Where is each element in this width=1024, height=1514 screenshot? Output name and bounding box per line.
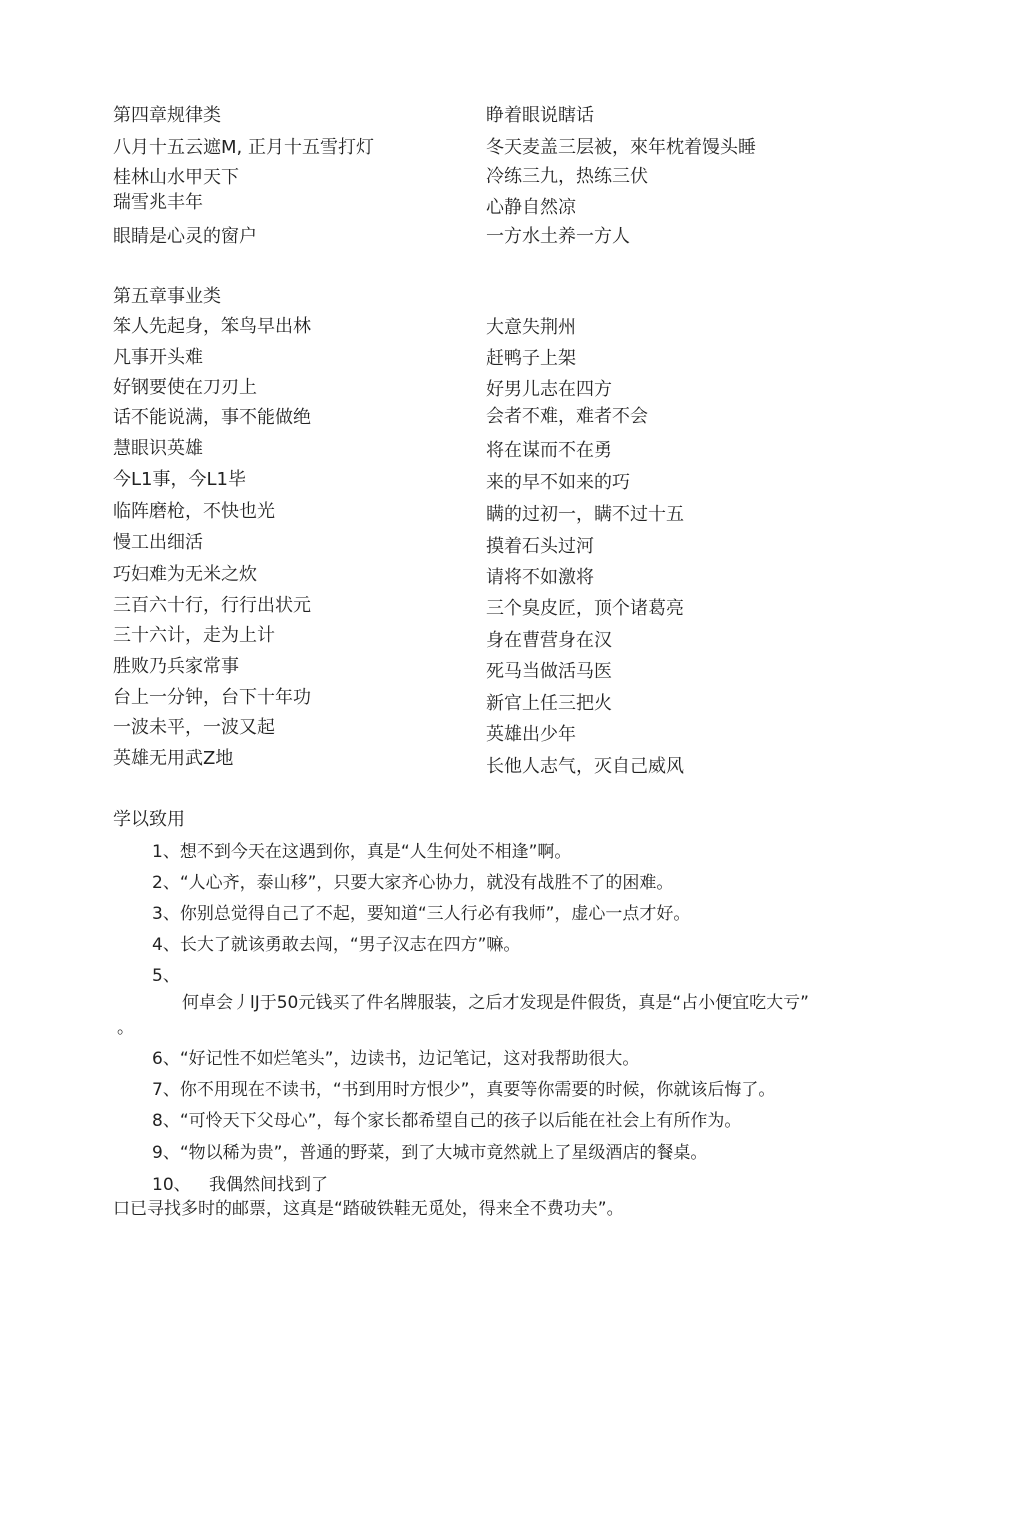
exercise-item: 8、“可怜天下父母心”，每个家长都希望自己的孩子以后能在社会上有所作为。 [152, 1111, 742, 1131]
proverb-item: 睁着眼说瞎话 [486, 105, 594, 126]
proverb-item: 三十六计，走为上计 [113, 625, 275, 646]
exercise-heading: 学以致用 [113, 809, 185, 830]
exercise-item: 口已寻找多时的邮票，这真是“踏破铁鞋无觅处，得来全不费功夫”。 [113, 1199, 624, 1219]
proverb-item: 桂林山水甲天下 [113, 167, 239, 188]
exercise-item: 何卓会丿lJ于50元钱买了件名牌服装，之后才发现是件假货，真是“占小便宜吃大亏” [182, 993, 809, 1013]
proverb-item: 三个臭皮匠，顶个诸葛亮 [486, 598, 684, 619]
chapter5-heading: 第五章事业类 [113, 286, 221, 307]
proverb-item: 慢工出细活 [113, 532, 203, 553]
proverb-item: 笨人先起身，笨鸟早出林 [113, 316, 311, 337]
proverb-item: 话不能说满，事不能做绝 [113, 407, 311, 428]
proverb-item: 心静自然凉 [486, 197, 576, 218]
proverb-item: 摸着石头过河 [486, 536, 594, 557]
exercise-item: 1、想不到今天在这遇到你，真是“人生何处不相逢”啊。 [152, 842, 572, 862]
proverb-item: 英雄无用武Z地 [113, 748, 234, 769]
proverb-item: 来的早不如来的巧 [486, 472, 630, 493]
proverb-item: 三百六十行，行行出状元 [113, 595, 311, 616]
proverb-item: 会者不难，难者不会 [486, 406, 648, 427]
exercise-item: 我偶然间找到了 [209, 1175, 328, 1195]
proverb-item: 八月十五云遮M, 正月十五雪打灯 [113, 137, 374, 158]
proverb-item: 一方水土养一方人 [486, 226, 630, 247]
exercise-item-end: 。 [117, 1018, 134, 1038]
exercise-number: 10、 [152, 1175, 191, 1195]
proverb-item: 冷练三九，热练三伏 [486, 166, 648, 187]
exercise-item: 9、“物以稀为贵”，普通的野菜，到了大城市竟然就上了星级酒店的餐桌。 [152, 1143, 708, 1163]
exercise-item: 2、“人心齐，泰山移”，只要大家齐心协力，就没有战胜不了的困难。 [152, 873, 674, 893]
exercise-item: 6、“好记性不如烂笔头”，边读书，边记笔记，这对我帮助很大。 [152, 1049, 640, 1069]
proverb-item: 冬天麦盖三层被，來年枕着馒头睡 [486, 137, 756, 158]
proverb-item: 一波未平，一波又起 [113, 717, 275, 738]
proverb-item: 请将不如激将 [486, 567, 594, 588]
proverb-item: 临阵磨枪，不快也光 [113, 501, 275, 522]
exercise-number: 5、 [152, 966, 180, 986]
proverb-item: 慧眼识英雄 [113, 438, 203, 459]
proverb-item: 好钢要使在刀刃上 [113, 377, 257, 398]
proverb-item: 英雄出少年 [486, 724, 576, 745]
proverb-item: 大意失荆州 [486, 317, 576, 338]
chapter4-heading: 第四章规律类 [113, 105, 221, 126]
proverb-item: 新官上任三把火 [486, 693, 612, 714]
proverb-item: 好男儿志在四方 [486, 379, 612, 400]
proverb-item: 凡事开头难 [113, 347, 203, 368]
proverb-item: 赶鸭子上架 [486, 348, 576, 369]
proverb-item: 瑞雪兆丰年 [113, 192, 203, 213]
proverb-item: 今L1事，今L1毕 [113, 469, 246, 490]
exercise-item: 7、你不用现在不读书，“书到用时方恨少”，真要等你需要的时候，你就该后悔了。 [152, 1080, 776, 1100]
exercise-item: 3、你别总觉得自己了不起，要知道“三人行必有我师”，虚心一点才好。 [152, 904, 691, 924]
proverb-item: 台上一分钟，台下十年功 [113, 687, 311, 708]
proverb-item: 胜败乃兵家常事 [113, 656, 239, 677]
proverb-item: 死马当做活马医 [486, 661, 612, 682]
proverb-item: 长他人志气，灭自己威风 [486, 756, 684, 777]
proverb-item: 将在谋而不在勇 [486, 440, 612, 461]
proverb-item: 巧妇难为无米之炊 [113, 564, 257, 585]
proverb-item: 瞒的过初一，瞒不过十五 [486, 504, 684, 525]
proverb-item: 眼睛是心灵的窗户 [113, 226, 257, 247]
proverb-item: 身在曹营身在汉 [486, 630, 612, 651]
exercise-item: 4、长大了就该勇敢去闯，“男子汉志在四方”嘛。 [152, 935, 521, 955]
